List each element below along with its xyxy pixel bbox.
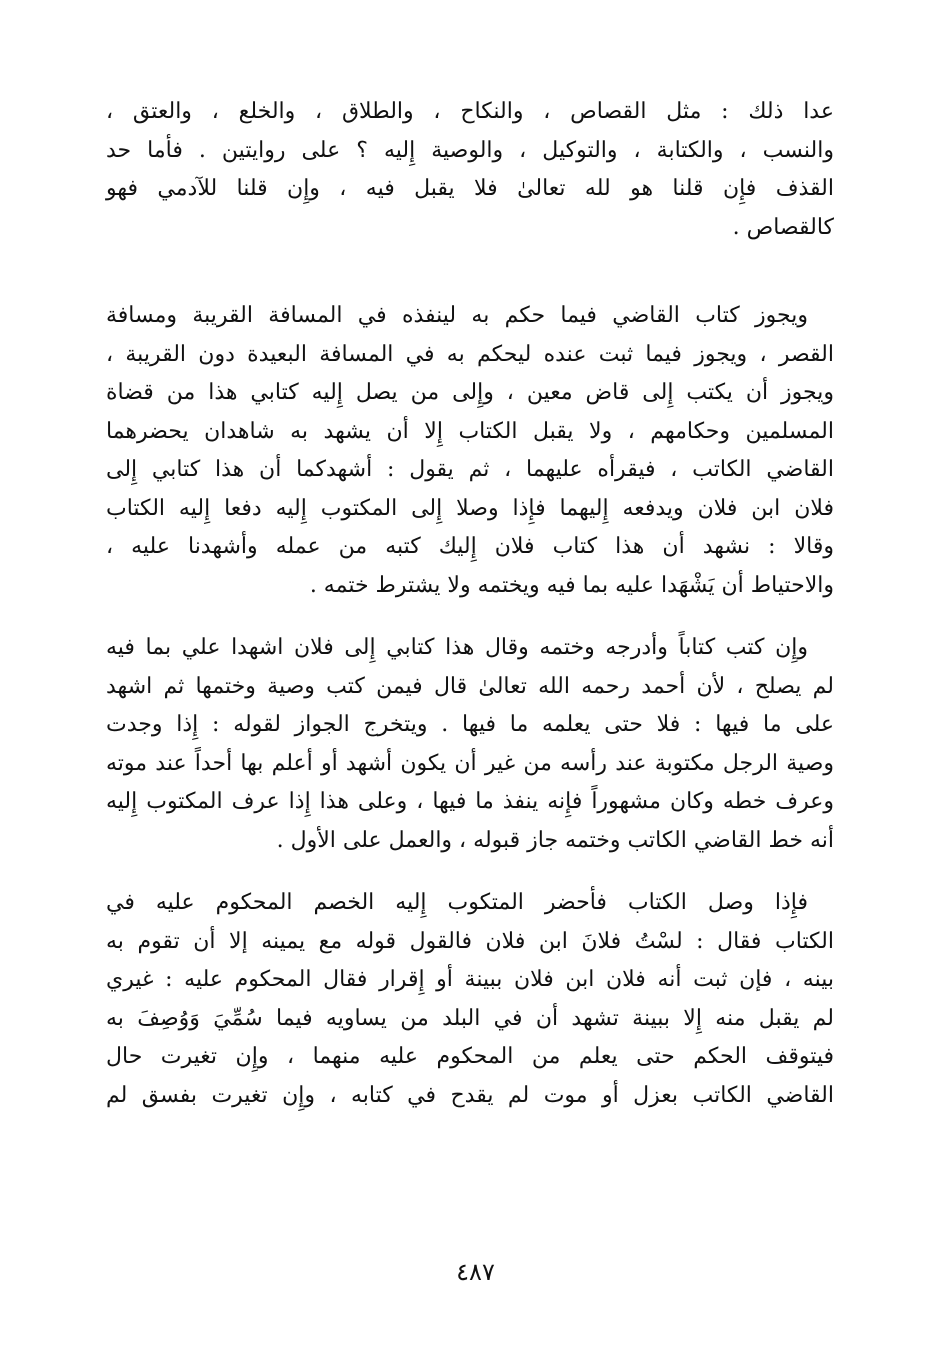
- text-line: وإِن كتب كتاباً وأدرجه وختمه وقال هذا كتابي إِلى فلان اشهدا علي بما فيه: [106, 635, 808, 660]
- text-line: وصية الرجل مكتوبة عند رأسه من غير أن يكون أشهد أو أعلم بها أحداً عند موته: [106, 750, 834, 776]
- text-line: ويجوز أن يكتب إِلى قاض معين ، وإِلى من يصل إِليه كتابي هذا من قضاة: [106, 380, 834, 405]
- paragraph-2: [106, 297, 834, 605]
- text-line: القاضي الكاتب ، فيقرأه عليهما ، ثم يقول : أشهدكما أن هذا كتابي إِلى: [106, 457, 834, 482]
- text-line: والنسب ، والكتابة ، والتوكيل ، والوصية إِليه ؟ على روايتين . فأما حد: [106, 137, 834, 163]
- text-line: أنه خط القاضي الكاتب وختمه جاز قبوله ، والعمل على الأول .: [276, 827, 834, 853]
- paragraph-1: [106, 93, 834, 247]
- text-line: القذف فإِن قلنا هو لله تعالىٰ فلا يقبل فيه ، وإِن قلنا للآدمي فهو: [106, 176, 834, 201]
- text-line: عدا ذلك : مثل القصاص ، والنكاح ، والطلاق ، والخلع ، والعتق ،: [106, 99, 834, 124]
- text-line: والاحتياط أن يَشْهَدا عليه بما فيه ويختمه ولا يشترط ختمه .: [309, 572, 834, 598]
- text-line: ويجوز كتاب القاضي فيما حكم به لينفذه في المسافة القريبة ومسافة: [106, 303, 808, 328]
- text-line: فإِذا وصل الكتاب فأحضر المتكوب إِليه الخصم المحكوم عليه في: [106, 890, 808, 915]
- text-line: القاضي الكاتب بعزل أو موت لم يقدح في كتابه ، وإِن تغيرت بفسق لم: [106, 1082, 834, 1108]
- text-line: القصر ، ويجوز فيما ثبت عنده ليحكم به في المسافة البعيدة دون القريبة ،: [106, 341, 834, 367]
- paragraph-4: [106, 884, 834, 1115]
- paragraph-3: [106, 629, 834, 860]
- text-line: المسلمين وحكامهم ، ولا يقبل الكتاب إِلا أن يشهد به شاهدان يحضرهما: [106, 418, 834, 444]
- text-line: فيتوقف الحكم حتى يعلم من المحكوم عليه منهما ، وإِن تغيرت حال: [106, 1044, 834, 1069]
- text-line: على ما فيها : فلا حتى يعلمه ما فيها . ويتخرج الجواز لقوله : إِذا وجدت: [106, 712, 834, 737]
- page-body: [106, 93, 834, 1115]
- text-line: وعرف خطه وكان مشهوراً فإِنه ينفذ ما فيها ، وعلى هذا إِذا عرف المكتوب إِليه: [106, 789, 834, 814]
- text-line: لم يقبل منه إِلا ببينة تشهد أن في البلد من يساويه فيما سُمِّيَ وَوُصِفَ به: [106, 1005, 834, 1031]
- text-line: لم يصلح ، لأن أحمد رحمه الله تعالىٰ قال فيمن كتب وصية وختمها ثم اشهد: [106, 673, 834, 699]
- text-line: الكتاب فقال : لسْتُ فلانَ ابن فلان فالقول قوله مع يمينه إلا أن تقوم به: [106, 928, 834, 954]
- text-line: وقالا : نشهد أن هذا كتاب فلان إِليك كتبه من عمله وأشهدنا عليه ،: [106, 534, 834, 559]
- page-number: ٤٨٧: [456, 1258, 495, 1286]
- text-line: فلان ابن فلان ويدفعه إِليهما فإِذا وصلا إِلى المكتوب إِليه دفعا إِليه الكتاب: [106, 495, 834, 521]
- text-line: كالقصاص .: [732, 214, 834, 240]
- text-line: بينه ، فإن ثبت أنه فلان ابن فلان ببينة أو إِقرار فقال المحكوم عليه : غيري: [106, 967, 834, 992]
